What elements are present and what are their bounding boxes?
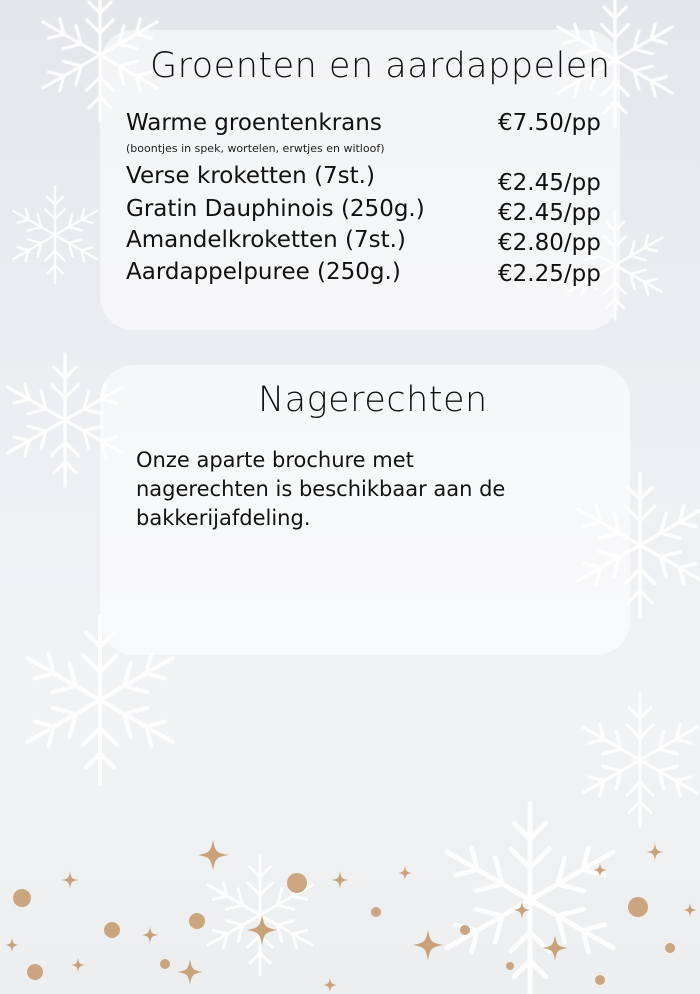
menu-item-note: (boontjes in spek, wortelen, erwtjes en witloof) — [126, 142, 385, 155]
menu-item-price: €2.45/pp — [498, 170, 601, 196]
menu-item-price: €7.50/pp — [498, 110, 601, 136]
description-line: nagerechten is beschikbaar aan de — [136, 477, 506, 501]
menu-item-name: Warme groentenkrans — [126, 110, 382, 136]
section-title-nagerechten: Nagerechten — [258, 380, 488, 420]
menu-item-price: €2.80/pp — [498, 230, 601, 256]
menu-item-price: €2.45/pp — [498, 200, 601, 226]
description-line: Onze aparte brochure met — [136, 448, 414, 472]
snowflake-icon — [576, 694, 700, 826]
menu-item-name: Gratin Dauphinois (250g.) — [126, 196, 425, 222]
snowflake-icon — [9, 187, 102, 283]
menu-item-name: Verse kroketten (7st.) — [126, 163, 375, 189]
section-title-groenten: Groenten en aardappelen — [150, 46, 611, 86]
snowflake-icon — [202, 855, 318, 975]
snowflake-icon — [437, 804, 622, 994]
menu-item-price: €2.25/pp — [498, 261, 601, 287]
description-line: bakkerijafdeling. — [136, 506, 311, 530]
menu-item-name: Amandelkroketten (7st.) — [126, 227, 406, 253]
menu-item-name: Aardappelpuree (250g.) — [126, 259, 401, 285]
nagerechten-description — [136, 446, 596, 533]
